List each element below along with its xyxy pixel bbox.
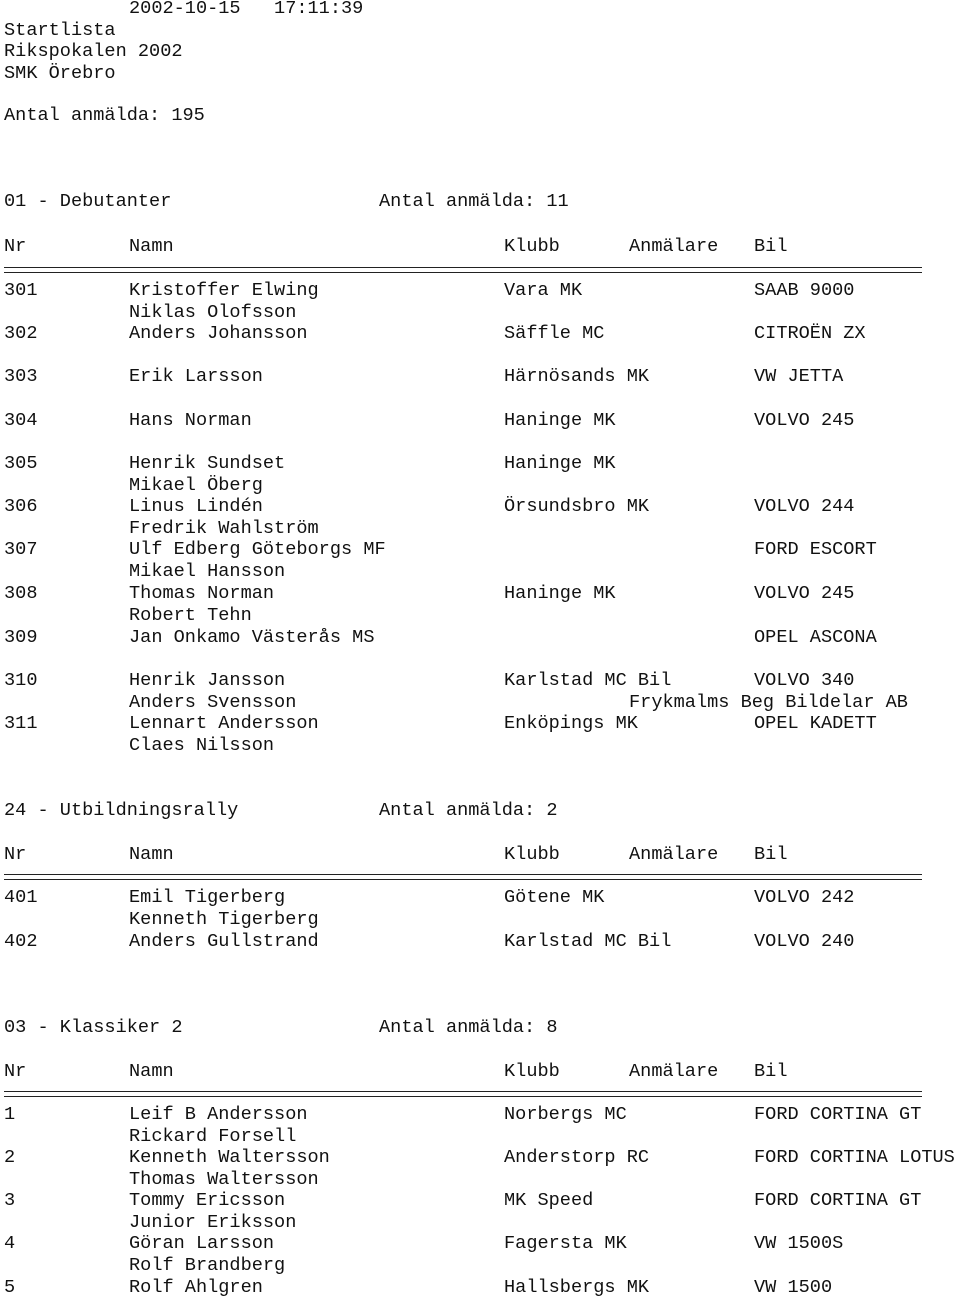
- entry-club: Götene MK: [504, 887, 605, 908]
- entry-car: VOLVO 245: [754, 410, 855, 431]
- entry-club: Enköpings MK: [504, 713, 638, 734]
- class-count: Antal anmälda: 8: [379, 1017, 558, 1038]
- entry-driver: Ulf Edberg Göteborgs MF: [129, 539, 386, 560]
- column-header-bil: Bil: [754, 1061, 788, 1082]
- entry-nr: 304: [4, 410, 38, 431]
- entry-driver: Leif B Andersson: [129, 1104, 308, 1125]
- entry-driver: Lennart Andersson: [129, 713, 319, 734]
- entry-driver: Hans Norman: [129, 410, 252, 431]
- entry-driver: Kenneth Waltersson: [129, 1147, 330, 1168]
- entry-car: VW 1500S: [754, 1233, 844, 1254]
- entry-nr: 305: [4, 453, 38, 474]
- entry-codriver: Niklas Olofsson: [129, 302, 297, 323]
- entry-car: VOLVO 340: [754, 670, 855, 691]
- column-header-bil: Bil: [754, 844, 788, 865]
- entry-car: OPEL ASCONA: [754, 627, 877, 648]
- column-header-anmalare: Anmälare: [629, 1061, 719, 1082]
- entry-codriver: Kenneth Tigerberg: [129, 909, 319, 930]
- entry-codriver: Robert Tehn: [129, 605, 252, 626]
- entry-club: MK Speed: [504, 1190, 594, 1211]
- double-rule-divider: [4, 267, 922, 273]
- organizer-club: SMK Örebro: [4, 63, 116, 84]
- entry-car: VOLVO 240: [754, 931, 855, 952]
- entry-car: FORD CORTINA GT: [754, 1104, 922, 1125]
- entry-nr: 401: [4, 887, 38, 908]
- entry-nr: 5: [4, 1277, 16, 1298]
- entry-nr: 306: [4, 496, 38, 517]
- entry-car: OPEL KADETT: [754, 713, 877, 734]
- column-header-anmalare: Anmälare: [629, 236, 719, 257]
- class-count: Antal anmälda: 11: [379, 191, 569, 212]
- entry-car: SAAB 9000: [754, 280, 855, 301]
- double-rule-divider: [4, 1091, 922, 1097]
- entry-driver: Anders Johansson: [129, 323, 308, 344]
- entry-codriver: Rolf Brandberg: [129, 1255, 286, 1276]
- entry-nr: 2: [4, 1147, 16, 1168]
- entry-car: CITROËN ZX: [754, 323, 866, 344]
- entry-nr: 311: [4, 713, 38, 734]
- entry-driver: Emil Tigerberg: [129, 887, 286, 908]
- column-header-nr: Nr: [4, 236, 27, 257]
- entry-driver: Henrik Sundset: [129, 453, 286, 474]
- event-name: Rikspokalen 2002: [4, 41, 183, 62]
- column-header-klubb: Klubb: [504, 1061, 560, 1082]
- entry-driver: Kristoffer Elwing: [129, 280, 319, 301]
- entry-club: Haninge MK: [504, 583, 616, 604]
- entry-club: Norbergs MC: [504, 1104, 627, 1125]
- class-count: Antal anmälda: 2: [379, 800, 558, 821]
- entry-club: Karlstad MC Bil: [504, 931, 672, 952]
- entry-club: Haninge MK: [504, 453, 616, 474]
- entry-driver: Anders Gullstrand: [129, 931, 319, 952]
- entry-club: Anderstorp RC: [504, 1147, 650, 1168]
- entry-nr: 308: [4, 583, 38, 604]
- entry-club: Haninge MK: [504, 410, 616, 431]
- entry-driver: Linus Lindén: [129, 496, 263, 517]
- entry-club: Fagersta MK: [504, 1233, 627, 1254]
- entry-sponsor: Frykmalms Beg Bildelar AB: [629, 692, 908, 713]
- class-title: 24 - Utbildningsrally: [4, 800, 239, 821]
- entry-club: Vara MK: [504, 280, 583, 301]
- double-rule-divider: [4, 874, 922, 880]
- entry-club: Säffle MC: [504, 323, 605, 344]
- entry-nr: 301: [4, 280, 38, 301]
- entry-club: Karlstad MC Bil: [504, 670, 672, 691]
- entry-club: Hallsbergs MK: [504, 1277, 650, 1298]
- entry-driver: Rolf Ahlgren: [129, 1277, 263, 1298]
- entry-car: VOLVO 245: [754, 583, 855, 604]
- class-title: 01 - Debutanter: [4, 191, 172, 212]
- entry-codriver: Fredrik Wahlström: [129, 518, 319, 539]
- entry-nr: 1: [4, 1104, 16, 1125]
- entry-driver: Göran Larsson: [129, 1233, 275, 1254]
- entry-codriver: Mikael Hansson: [129, 561, 286, 582]
- entry-nr: 303: [4, 366, 38, 387]
- entry-club: Härnösands MK: [504, 366, 650, 387]
- entry-nr: 309: [4, 627, 38, 648]
- column-header-klubb: Klubb: [504, 236, 560, 257]
- entry-car: VOLVO 242: [754, 887, 855, 908]
- entry-nr: 310: [4, 670, 38, 691]
- entry-nr: 3: [4, 1190, 16, 1211]
- entry-driver: Thomas Norman: [129, 583, 275, 604]
- entry-car: FORD CORTINA GT: [754, 1190, 922, 1211]
- total-registered: Antal anmälda: 195: [4, 105, 205, 126]
- entry-driver: Tommy Ericsson: [129, 1190, 286, 1211]
- column-header-namn: Namn: [129, 1061, 174, 1082]
- entry-nr: 402: [4, 931, 38, 952]
- entry-driver: Erik Larsson: [129, 366, 263, 387]
- entry-codriver: Rickard Forsell: [129, 1126, 297, 1147]
- entry-codriver: Junior Eriksson: [129, 1212, 297, 1233]
- column-header-nr: Nr: [4, 1061, 27, 1082]
- entry-car: FORD ESCORT: [754, 539, 877, 560]
- entry-nr: 4: [4, 1233, 16, 1254]
- timestamp: 2002-10-15 17:11:39: [129, 0, 364, 19]
- column-header-anmalare: Anmälare: [629, 844, 719, 865]
- entry-driver: Jan Onkamo Västerås MS: [129, 627, 375, 648]
- column-header-klubb: Klubb: [504, 844, 560, 865]
- column-header-namn: Namn: [129, 844, 174, 865]
- entry-nr: 302: [4, 323, 38, 344]
- column-header-nr: Nr: [4, 844, 27, 865]
- column-header-bil: Bil: [754, 236, 788, 257]
- entry-codriver: Mikael Öberg: [129, 475, 263, 496]
- entry-car: FORD CORTINA LOTUS: [754, 1147, 955, 1168]
- entry-nr: 307: [4, 539, 38, 560]
- entry-club: Örsundsbro MK: [504, 496, 650, 517]
- entry-car: VOLVO 244: [754, 496, 855, 517]
- entry-codriver: Claes Nilsson: [129, 735, 275, 756]
- doc-title: Startlista: [4, 20, 116, 41]
- entry-driver: Henrik Jansson: [129, 670, 286, 691]
- column-header-namn: Namn: [129, 236, 174, 257]
- class-title: 03 - Klassiker 2: [4, 1017, 183, 1038]
- entry-codriver: Anders Svensson: [129, 692, 297, 713]
- entry-car: VW JETTA: [754, 366, 844, 387]
- entry-car: VW 1500: [754, 1277, 833, 1298]
- entry-codriver: Thomas Waltersson: [129, 1169, 319, 1190]
